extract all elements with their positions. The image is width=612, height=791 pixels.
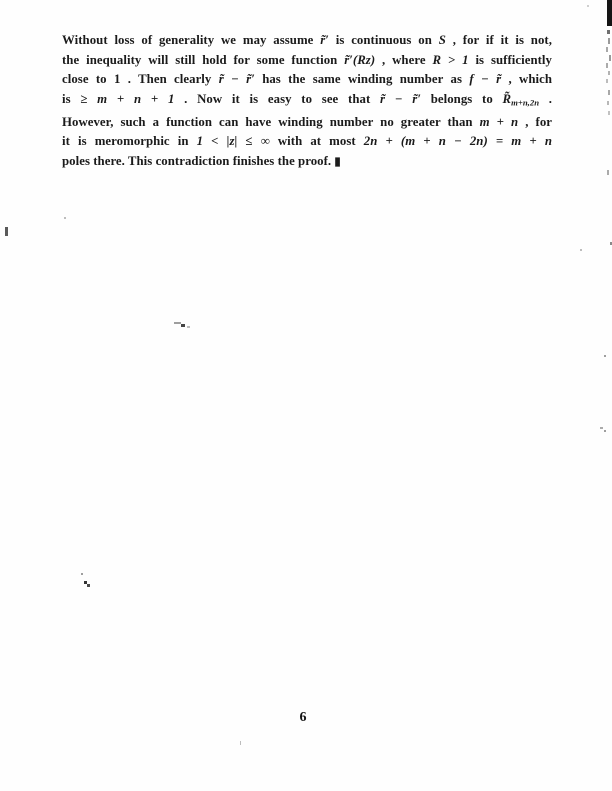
scan-speck	[181, 324, 185, 327]
paragraph	[62, 31, 552, 173]
math-segment: R̃	[502, 91, 512, 106]
math-segment: 1 < |z| ≤ ∞	[196, 134, 270, 149]
math-segment: R > 1	[432, 52, 469, 67]
math-segment: ≥ m + n + 1	[80, 91, 175, 106]
scan-speck	[606, 63, 608, 68]
scan-bar	[607, 0, 612, 26]
page-number: 6	[299, 710, 307, 725]
math-segment: r̃ − r̃′	[380, 91, 421, 106]
text-segment: is sufficiently	[468, 52, 552, 67]
scan-speck	[64, 217, 66, 219]
scan-speck	[608, 38, 610, 44]
text-segment: has the same winding number as	[254, 72, 470, 87]
text-segment: with at most	[269, 134, 364, 149]
text-segment: However, such a function can have winding number no greater than	[62, 114, 480, 129]
scan-speck	[607, 170, 609, 175]
scan-speck	[606, 47, 608, 52]
scan-speck	[5, 227, 8, 236]
text-segment: it is meromorphic in	[62, 134, 197, 149]
paragraph-line	[62, 31, 552, 51]
math-segment: r̃′(Rz)	[344, 52, 376, 67]
text-segment: , which	[501, 72, 552, 87]
scan-speck	[604, 355, 606, 357]
math-segment: r̃ − r̃′	[218, 72, 255, 87]
scan-speck	[604, 430, 606, 432]
paragraph-line	[62, 152, 552, 173]
scan-speck	[607, 101, 609, 105]
text-segment: , for	[518, 114, 552, 129]
text-segment: belongs to	[420, 91, 503, 106]
text-segment: .	[539, 91, 553, 106]
scan-speck	[81, 573, 83, 575]
paragraph-line	[62, 132, 552, 152]
scan-speck	[87, 584, 90, 587]
scan-speck	[174, 322, 181, 324]
text-segment: poles there. This contradiction finishes the proof.	[62, 153, 335, 168]
scan-speck	[608, 111, 610, 115]
scan-speck	[240, 741, 241, 745]
math-segment: m + n	[479, 114, 519, 129]
scan-speck	[608, 71, 610, 75]
scan-speck	[187, 326, 190, 328]
text-segment: is	[62, 91, 81, 106]
scan-speck	[608, 90, 610, 95]
text-segment: the inequality will still hold for some function	[62, 52, 345, 67]
scan-speck	[580, 249, 582, 251]
text-segment: . Now it is easy to see that	[174, 91, 380, 106]
scan-speck	[600, 427, 603, 429]
text-segment: close to 1 . Then clearly	[62, 72, 219, 87]
paragraph-line	[62, 113, 552, 133]
text-segment: Without loss of generality we may assume	[62, 33, 321, 47]
scan-speck	[609, 55, 611, 61]
math-segment: 2n + (m + n − 2n) = m + n	[363, 134, 552, 149]
text-segment: , for if it is not,	[445, 33, 552, 47]
scan-speck	[606, 79, 608, 83]
math-segment: m+n,2n	[511, 97, 540, 108]
paragraph-line	[62, 90, 552, 113]
math-segment: r̃′	[320, 33, 329, 47]
scan-speck	[587, 5, 589, 7]
math-segment: S	[438, 33, 446, 47]
text-segment: , where	[375, 52, 433, 67]
paragraph-line	[62, 51, 552, 71]
math-segment: f − r̃	[469, 72, 502, 87]
paragraph-line	[62, 70, 552, 90]
scan-speck	[607, 30, 610, 34]
qed-tombstone: ▮	[334, 155, 341, 168]
text-segment: is continuous on	[328, 33, 439, 47]
